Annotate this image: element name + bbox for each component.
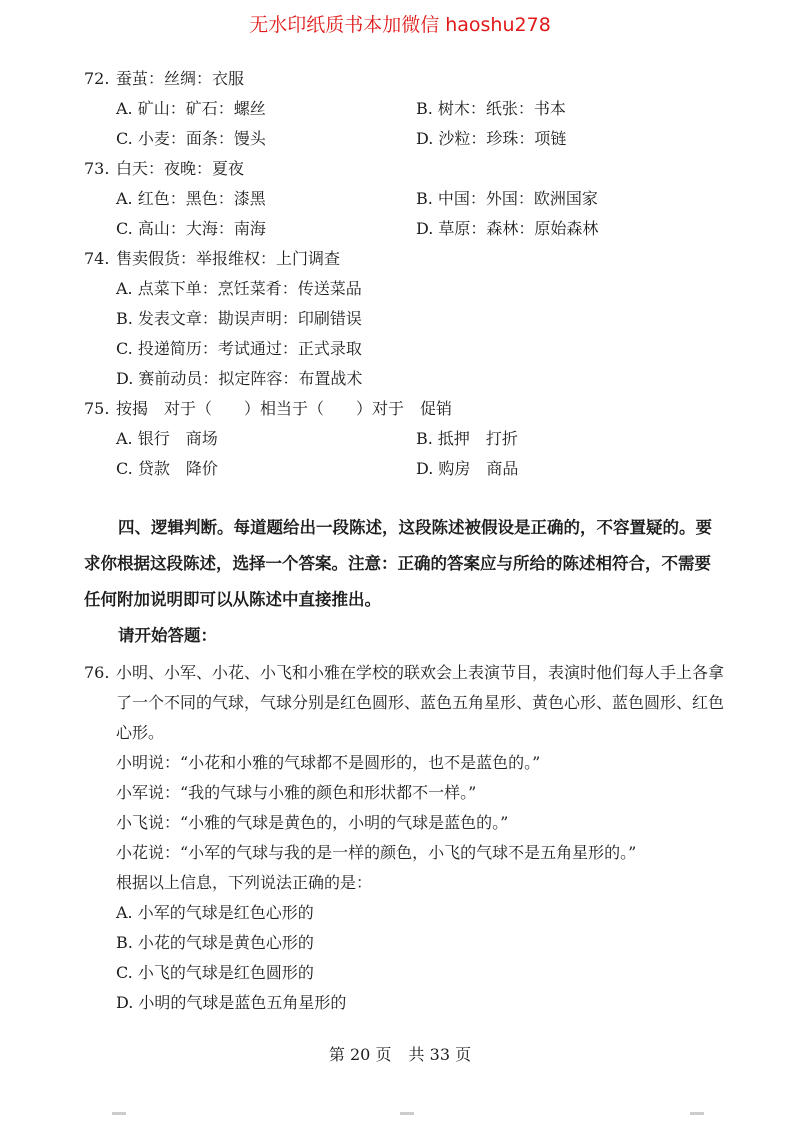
question-number: 72. (84, 69, 110, 88)
statement-xiaoming: 小明说：“小花和小雅的气球都不是圆形的，也不是蓝色的。” (116, 753, 541, 772)
option-b: B. 中国：外国：欧洲国家 (416, 189, 598, 208)
scan-mark (690, 1112, 704, 1115)
option-b: B. 抵押 打折 (416, 429, 518, 448)
option-c: C. 小飞的气球是红色圆形的 (116, 963, 314, 982)
option-a: A. 矿山：矿石：螺丝 (116, 99, 266, 118)
option-a: A. 红色：黑色：漆黑 (116, 189, 266, 208)
scan-mark (400, 1112, 414, 1115)
page-footer (0, 1042, 800, 1065)
question-75 (84, 394, 724, 484)
option-a: A. 银行 商场 (116, 429, 218, 448)
question-number: 75. (84, 399, 110, 418)
option-d: D. 赛前动员：拟定阵容：布置战术 (116, 369, 363, 388)
watermark-text: 无水印纸质书本加微信 haoshu278 (249, 14, 551, 36)
statement-xiaohua: 小花说：“小军的气球与我的是一样的颜色，小飞的气球不是五角星形的。” (116, 843, 637, 862)
option-d: D. 小明的气球是蓝色五角星形的 (116, 993, 347, 1012)
question-number: 74. (84, 249, 110, 268)
question-72 (84, 64, 724, 154)
question-stem: 白天：夜晚：夏夜 (116, 159, 245, 178)
answer-prompt: 请开始答题： (118, 626, 217, 645)
scan-mark (112, 1112, 126, 1115)
option-c: C. 小麦：面条：馒头 (116, 129, 266, 148)
question-number: 76. (84, 663, 110, 682)
page-content (84, 64, 724, 1018)
option-row (116, 184, 724, 214)
question-text: 根据以上信息，下列说法正确的是： (116, 873, 373, 892)
section-instruction: 四、逻辑判断。每道题给出一段陈述，这段陈述被假设是正确的，不容置疑的。要求你根据这段陈述，选择一个答案。注意：正确的答案应与所给的陈述相符合，不需要任何附加说明即可以从陈述中直接推出。 (84, 518, 712, 609)
statement-xiaojun: 小军说：“我的气球与小雅的颜色和形状都不一样。” (116, 783, 477, 802)
option-c: C. 投递简历：考试通过：正式录取 (116, 339, 362, 358)
question-stem: 小明、小军、小花、小飞和小雅在学校的联欢会上表演节目，表演时他们每人手上各拿了一个不同的气球，气球分别是红色圆形、蓝色五角星形、黄色心形、蓝色圆形、红色心形。 (116, 663, 725, 742)
question-76 (84, 658, 724, 1018)
page-total: 共 33 页 (408, 1045, 472, 1064)
option-row (116, 94, 724, 124)
question-74 (84, 244, 724, 394)
question-73 (84, 154, 724, 244)
option-b: B. 小花的气球是黄色心形的 (116, 933, 314, 952)
question-stem: 按揭 对于（ ）相当于（ ）对于 促销 (116, 399, 453, 418)
option-d: D. 沙粒：珍珠：项链 (416, 129, 567, 148)
option-b: B. 树木：纸张：书本 (416, 99, 566, 118)
option-d: D. 草原：森林：原始森林 (416, 219, 599, 238)
option-b: B. 发表文章：勘误声明：印刷错误 (116, 309, 362, 328)
option-a: A. 小军的气球是红色心形的 (116, 903, 314, 922)
statement-xiaofei: 小飞说：“小雅的气球是黄色的，小明的气球是蓝色的。” (116, 813, 509, 832)
option-row (116, 454, 724, 484)
option-row (116, 214, 724, 244)
option-d: D. 购房 商品 (416, 459, 519, 478)
question-number: 73. (84, 159, 110, 178)
page-number: 第 20 页 (328, 1045, 392, 1064)
question-stem: 售卖假货：举报维权：上门调查 (116, 249, 341, 268)
question-stem: 蚕茧：丝绸：衣服 (116, 69, 245, 88)
option-row (116, 424, 724, 454)
option-c: C. 贷款 降价 (116, 459, 218, 478)
option-row (116, 124, 724, 154)
option-c: C. 高山：大海：南海 (116, 219, 266, 238)
option-a: A. 点菜下单：烹饪菜肴：传送菜品 (116, 279, 362, 298)
